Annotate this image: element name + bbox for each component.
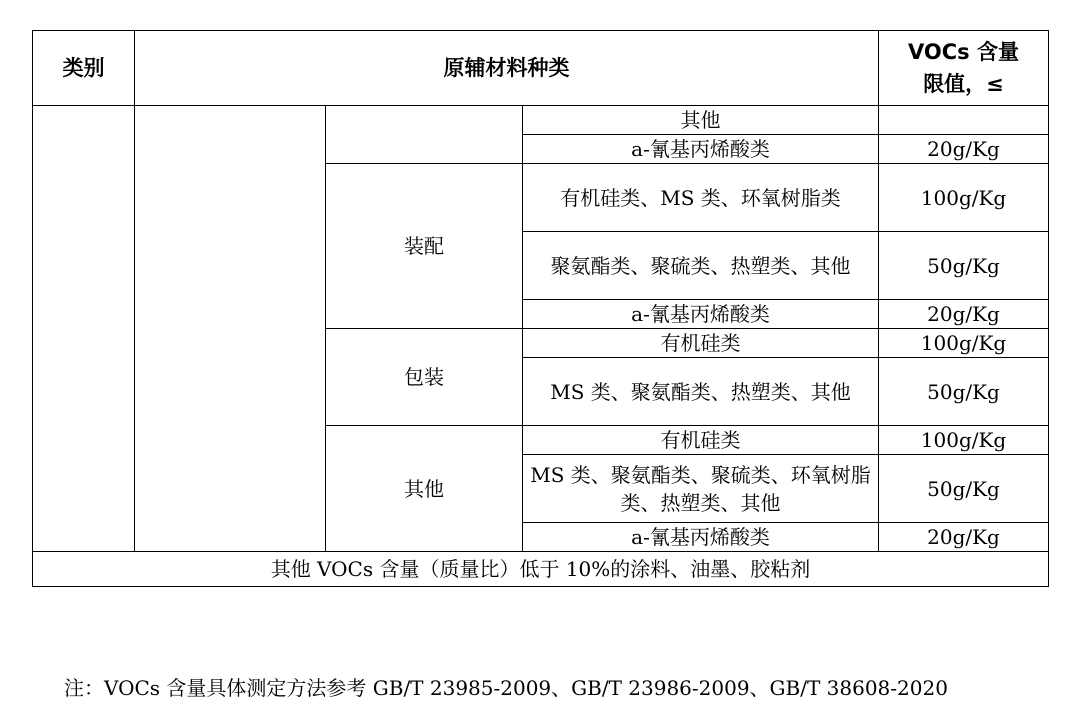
item-cell: 有机硅类	[523, 426, 879, 455]
limit-cell	[879, 106, 1049, 135]
group-cell-packaging: 包装	[326, 329, 523, 426]
footnote: 注：VOCs 含量具体测定方法参考 GB/T 23985-2009、GB/T 23986-2009、GB/T 38608-2020	[64, 676, 948, 700]
item-cell: a-氰基丙烯酸类	[523, 523, 879, 552]
table-header-row	[33, 31, 1049, 106]
item-cell: MS 类、聚氨酯类、聚硫类、环氧树脂类、热塑类、其他	[523, 455, 879, 523]
item-cell: MS 类、聚氨酯类、热塑类、其他	[523, 358, 879, 426]
header-voc-limit-line1: VOCs 含量	[908, 40, 1019, 64]
limit-cell: 100g/Kg	[879, 164, 1049, 232]
limit-cell: 50g/Kg	[879, 358, 1049, 426]
table-row	[33, 106, 1049, 135]
category-cell	[33, 106, 135, 552]
limit-cell: 20g/Kg	[879, 300, 1049, 329]
item-cell: 有机硅类、MS 类、环氧树脂类	[523, 164, 879, 232]
item-cell: a-氰基丙烯酸类	[523, 135, 879, 164]
limit-cell: 100g/Kg	[879, 426, 1049, 455]
header-material-type: 原辅材料种类	[135, 31, 879, 106]
group-cell-other: 其他	[326, 426, 523, 552]
voc-limit-table	[32, 30, 1049, 587]
limit-cell: 20g/Kg	[879, 135, 1049, 164]
table-footer-row	[33, 552, 1049, 587]
limit-cell: 50g/Kg	[879, 232, 1049, 300]
subcategory-cell	[135, 106, 326, 552]
group-cell-blank	[326, 106, 523, 164]
limit-cell: 100g/Kg	[879, 329, 1049, 358]
item-cell: 有机硅类	[523, 329, 879, 358]
item-cell: 聚氨酯类、聚硫类、热塑类、其他	[523, 232, 879, 300]
item-cell: 其他	[523, 106, 879, 135]
limit-cell: 50g/Kg	[879, 455, 1049, 523]
header-voc-limit-line2: 限值，≤	[923, 72, 1004, 96]
header-voc-limit	[879, 31, 1049, 106]
footer-cell: 其他 VOCs 含量（质量比）低于 10%的涂料、油墨、胶粘剂	[33, 552, 1049, 587]
group-cell-assembly: 装配	[326, 164, 523, 329]
header-category: 类别	[33, 31, 135, 106]
item-cell: a-氰基丙烯酸类	[523, 300, 879, 329]
limit-cell: 20g/Kg	[879, 523, 1049, 552]
